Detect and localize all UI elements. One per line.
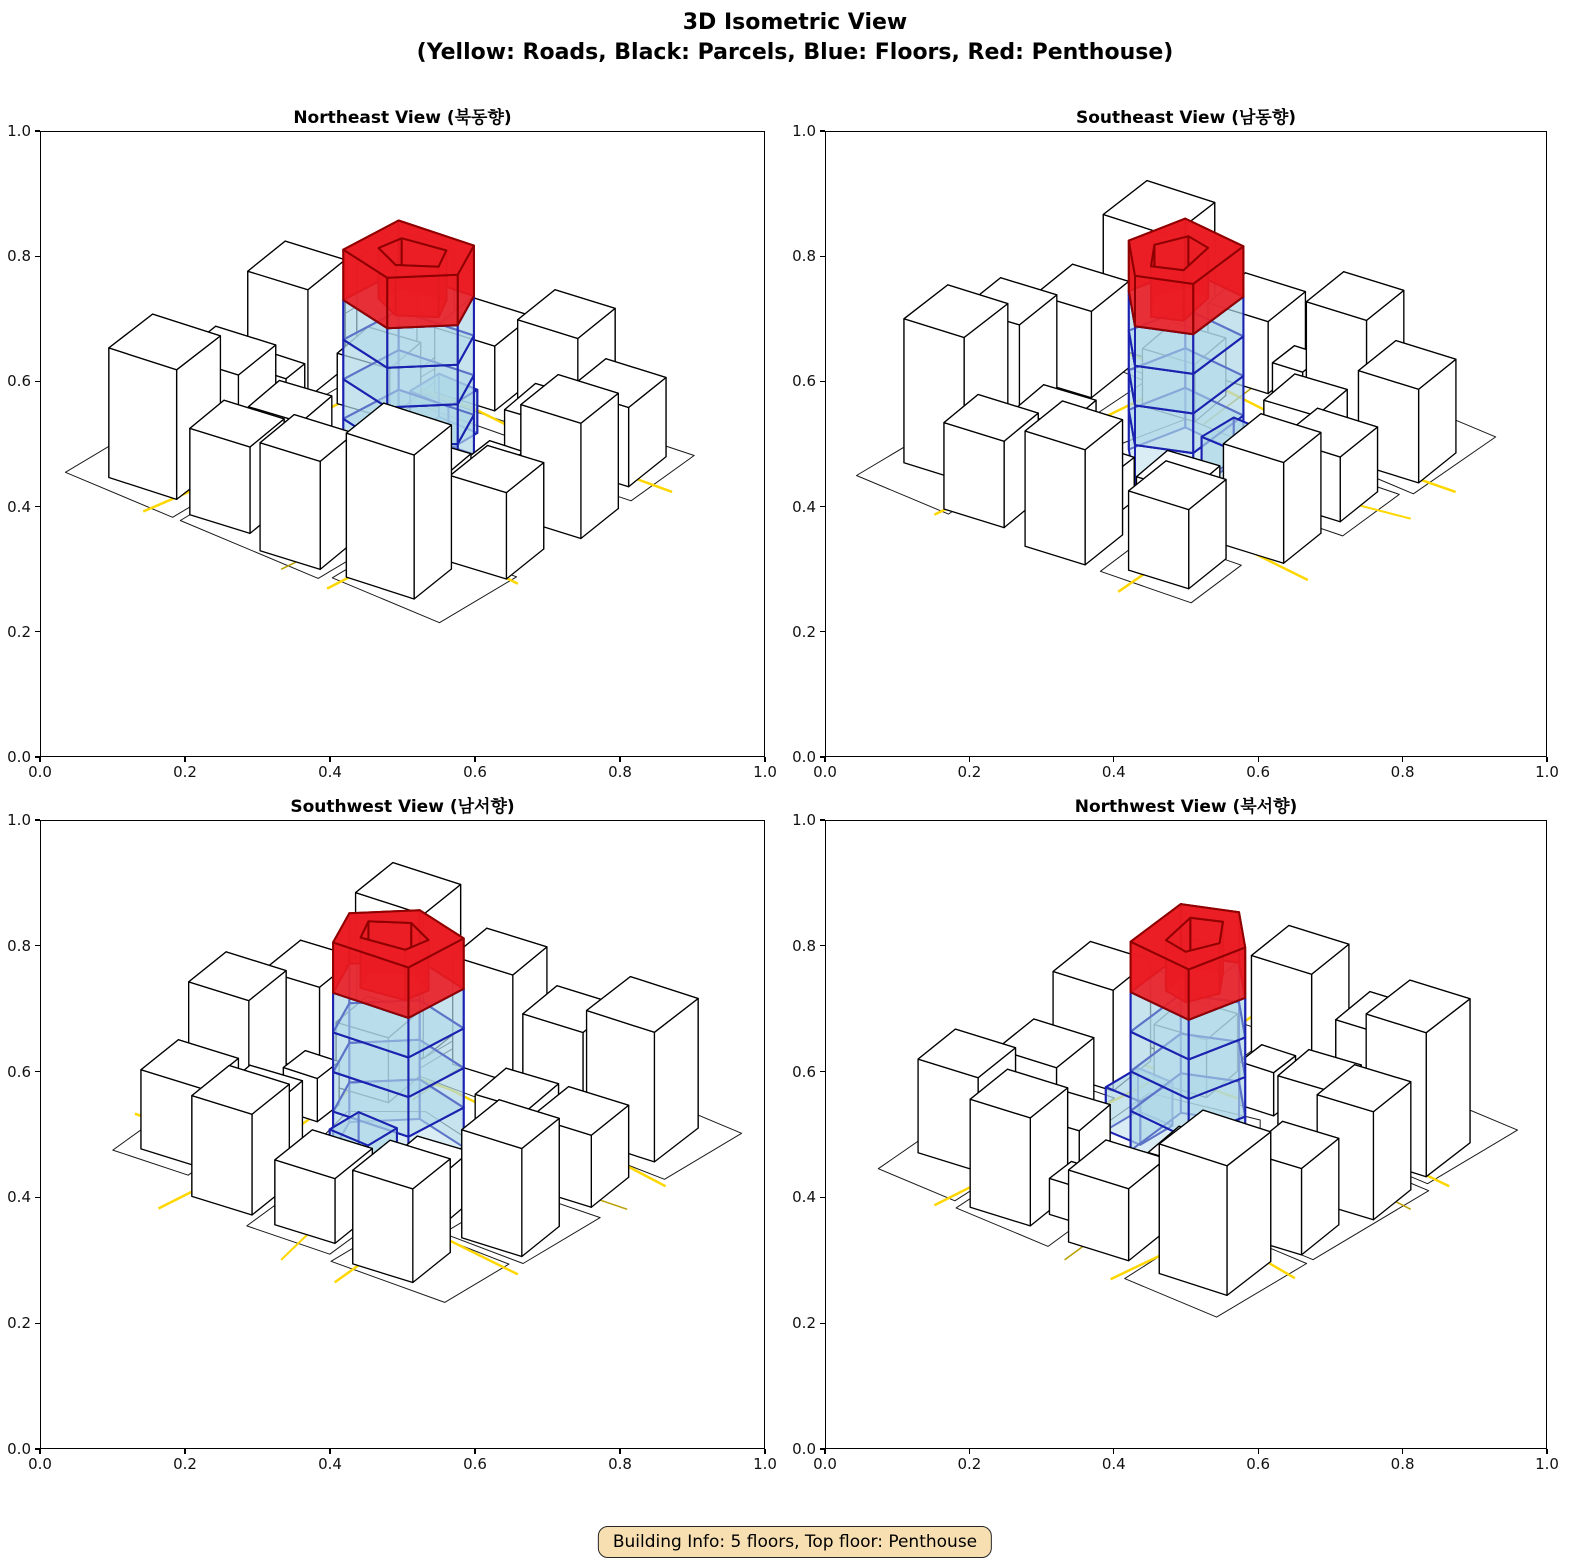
x-tickmark: [764, 757, 765, 762]
y-tick-label: 0.4: [7, 497, 31, 516]
subplot-title-northeast: Northeast View (북동향): [293, 108, 512, 128]
scene-svg-northeast: [41, 132, 766, 758]
y-tick-label: 1.0: [7, 122, 31, 140]
x-tickmark: [39, 757, 40, 762]
subplot-title-southwest: Southwest View (남서향): [290, 797, 515, 817]
axes-southeast: [825, 131, 1547, 757]
x-tickmark: [969, 1449, 970, 1454]
y-tickmark: [35, 945, 40, 946]
figure-subtitle: (Yellow: Roads, Black: Parcels, Blue: Floors, Red: Penthouse): [416, 39, 1174, 65]
x-tickmark: [969, 757, 970, 762]
y-tick-label: 1.0: [792, 811, 816, 829]
y-tickmark: [820, 756, 825, 757]
x-tick-label: 0.6: [463, 1455, 487, 1473]
y-tickmark: [35, 130, 40, 131]
scene-svg-southwest: [41, 821, 766, 1450]
x-tick-label: 0.4: [1101, 1455, 1126, 1473]
x-tickmark: [1402, 757, 1403, 762]
y-tick-label: 0.0: [7, 1440, 31, 1458]
x-tickmark: [1113, 1449, 1114, 1454]
y-tickmark: [35, 1071, 40, 1072]
x-tickmark: [1402, 1449, 1403, 1454]
y-tickmark: [820, 1448, 825, 1449]
x-tick-label: 0.8: [1390, 763, 1415, 781]
x-tickmark: [1546, 757, 1547, 762]
x-tick-label: 0.6: [463, 763, 487, 781]
x-tickmark: [474, 1449, 475, 1454]
x-tickmark: [329, 1449, 330, 1454]
y-tickmark: [35, 1197, 40, 1198]
subplot-title-northwest: Northwest View (북서향): [1074, 797, 1298, 817]
x-tick-label: 0.0: [28, 763, 52, 781]
x-tick-label: 0.0: [813, 1455, 837, 1473]
y-tick-label: 0.2: [792, 1314, 816, 1333]
y-tickmark: [35, 1448, 40, 1449]
y-tick-label: 0.2: [7, 622, 31, 641]
x-tickmark: [184, 1449, 185, 1454]
x-tick-label: 0.2: [173, 1455, 197, 1473]
y-tick-label: 0.6: [7, 1062, 31, 1081]
y-tick-label: 0.4: [7, 1188, 31, 1207]
y-tick-label: 0.2: [792, 622, 816, 641]
x-tick-label: 0.4: [318, 763, 342, 781]
y-tickmark: [35, 506, 40, 507]
y-tick-label: 1.0: [7, 811, 31, 829]
figure-title: 3D Isometric View: [682, 10, 908, 35]
x-tickmark: [764, 1449, 765, 1454]
y-tickmark: [820, 631, 825, 632]
y-tickmark: [35, 819, 40, 820]
y-tickmark: [35, 756, 40, 757]
y-tickmark: [820, 1197, 825, 1198]
y-tick-label: 0.0: [792, 748, 816, 766]
figure-title-block: [0, 8, 1590, 67]
y-tick-label: 0.4: [792, 1188, 816, 1207]
x-tickmark: [619, 1449, 620, 1454]
y-tick-label: 0.0: [7, 748, 31, 766]
y-tickmark: [35, 631, 40, 632]
subplot-title-southeast: Southeast View (남동향): [1075, 108, 1297, 128]
y-tick-label: 0.6: [792, 1062, 816, 1081]
y-tickmark: [820, 1071, 825, 1072]
y-tickmark: [820, 1323, 825, 1324]
y-tickmark: [820, 506, 825, 507]
x-tickmark: [824, 757, 825, 762]
x-tick-label: 0.6: [1246, 763, 1271, 781]
y-tick-label: 0.6: [792, 372, 816, 391]
y-tick-label: 0.8: [792, 936, 816, 955]
x-tick-label: 1.0: [753, 1455, 777, 1473]
scene-svg-southeast: [826, 132, 1548, 758]
y-tick-label: 0.4: [792, 497, 816, 516]
x-tick-label: 1.0: [1535, 763, 1559, 781]
building-info-badge: Building Info: 5 floors, Top floor: Penthouse: [598, 1526, 992, 1558]
x-tickmark: [1546, 1449, 1547, 1454]
x-tick-label: 1.0: [753, 763, 777, 781]
y-tick-label: 0.8: [7, 247, 31, 266]
y-tickmark: [35, 381, 40, 382]
x-tick-label: 0.8: [608, 1455, 632, 1473]
x-tickmark: [184, 757, 185, 762]
x-tick-label: 0.8: [608, 763, 632, 781]
x-tickmark: [39, 1449, 40, 1454]
x-tick-label: 0.4: [1101, 763, 1126, 781]
y-tickmark: [820, 381, 825, 382]
x-tick-label: 0.2: [957, 1455, 982, 1473]
y-tick-label: 0.8: [7, 936, 31, 955]
x-tickmark: [1113, 757, 1114, 762]
x-tick-label: 0.4: [318, 1455, 342, 1473]
axes-northwest: [825, 820, 1547, 1449]
x-tick-label: 0.0: [813, 763, 837, 781]
axes-northeast: [40, 131, 765, 757]
y-tickmark: [35, 1323, 40, 1324]
scene-svg-northwest: [826, 821, 1548, 1450]
x-tick-label: 0.2: [173, 763, 197, 781]
y-tick-label: 1.0: [792, 122, 816, 140]
y-tickmark: [820, 945, 825, 946]
y-tick-label: 0.6: [7, 372, 31, 391]
x-tickmark: [619, 757, 620, 762]
x-tickmark: [474, 757, 475, 762]
y-tickmark: [820, 256, 825, 257]
axes-southwest: [40, 820, 765, 1449]
x-tickmark: [1258, 757, 1259, 762]
x-tickmark: [824, 1449, 825, 1454]
y-tick-label: 0.2: [7, 1314, 31, 1333]
x-tickmark: [1258, 1449, 1259, 1454]
y-tick-label: 0.0: [792, 1440, 816, 1458]
x-tick-label: 1.0: [1535, 1455, 1559, 1473]
x-tick-label: 0.2: [957, 763, 982, 781]
y-tickmark: [820, 130, 825, 131]
x-tickmark: [329, 757, 330, 762]
x-tick-label: 0.6: [1246, 1455, 1271, 1473]
y-tick-label: 0.8: [792, 247, 816, 266]
y-tickmark: [820, 819, 825, 820]
x-tick-label: 0.8: [1390, 1455, 1415, 1473]
x-tick-label: 0.0: [28, 1455, 52, 1473]
y-tickmark: [35, 256, 40, 257]
